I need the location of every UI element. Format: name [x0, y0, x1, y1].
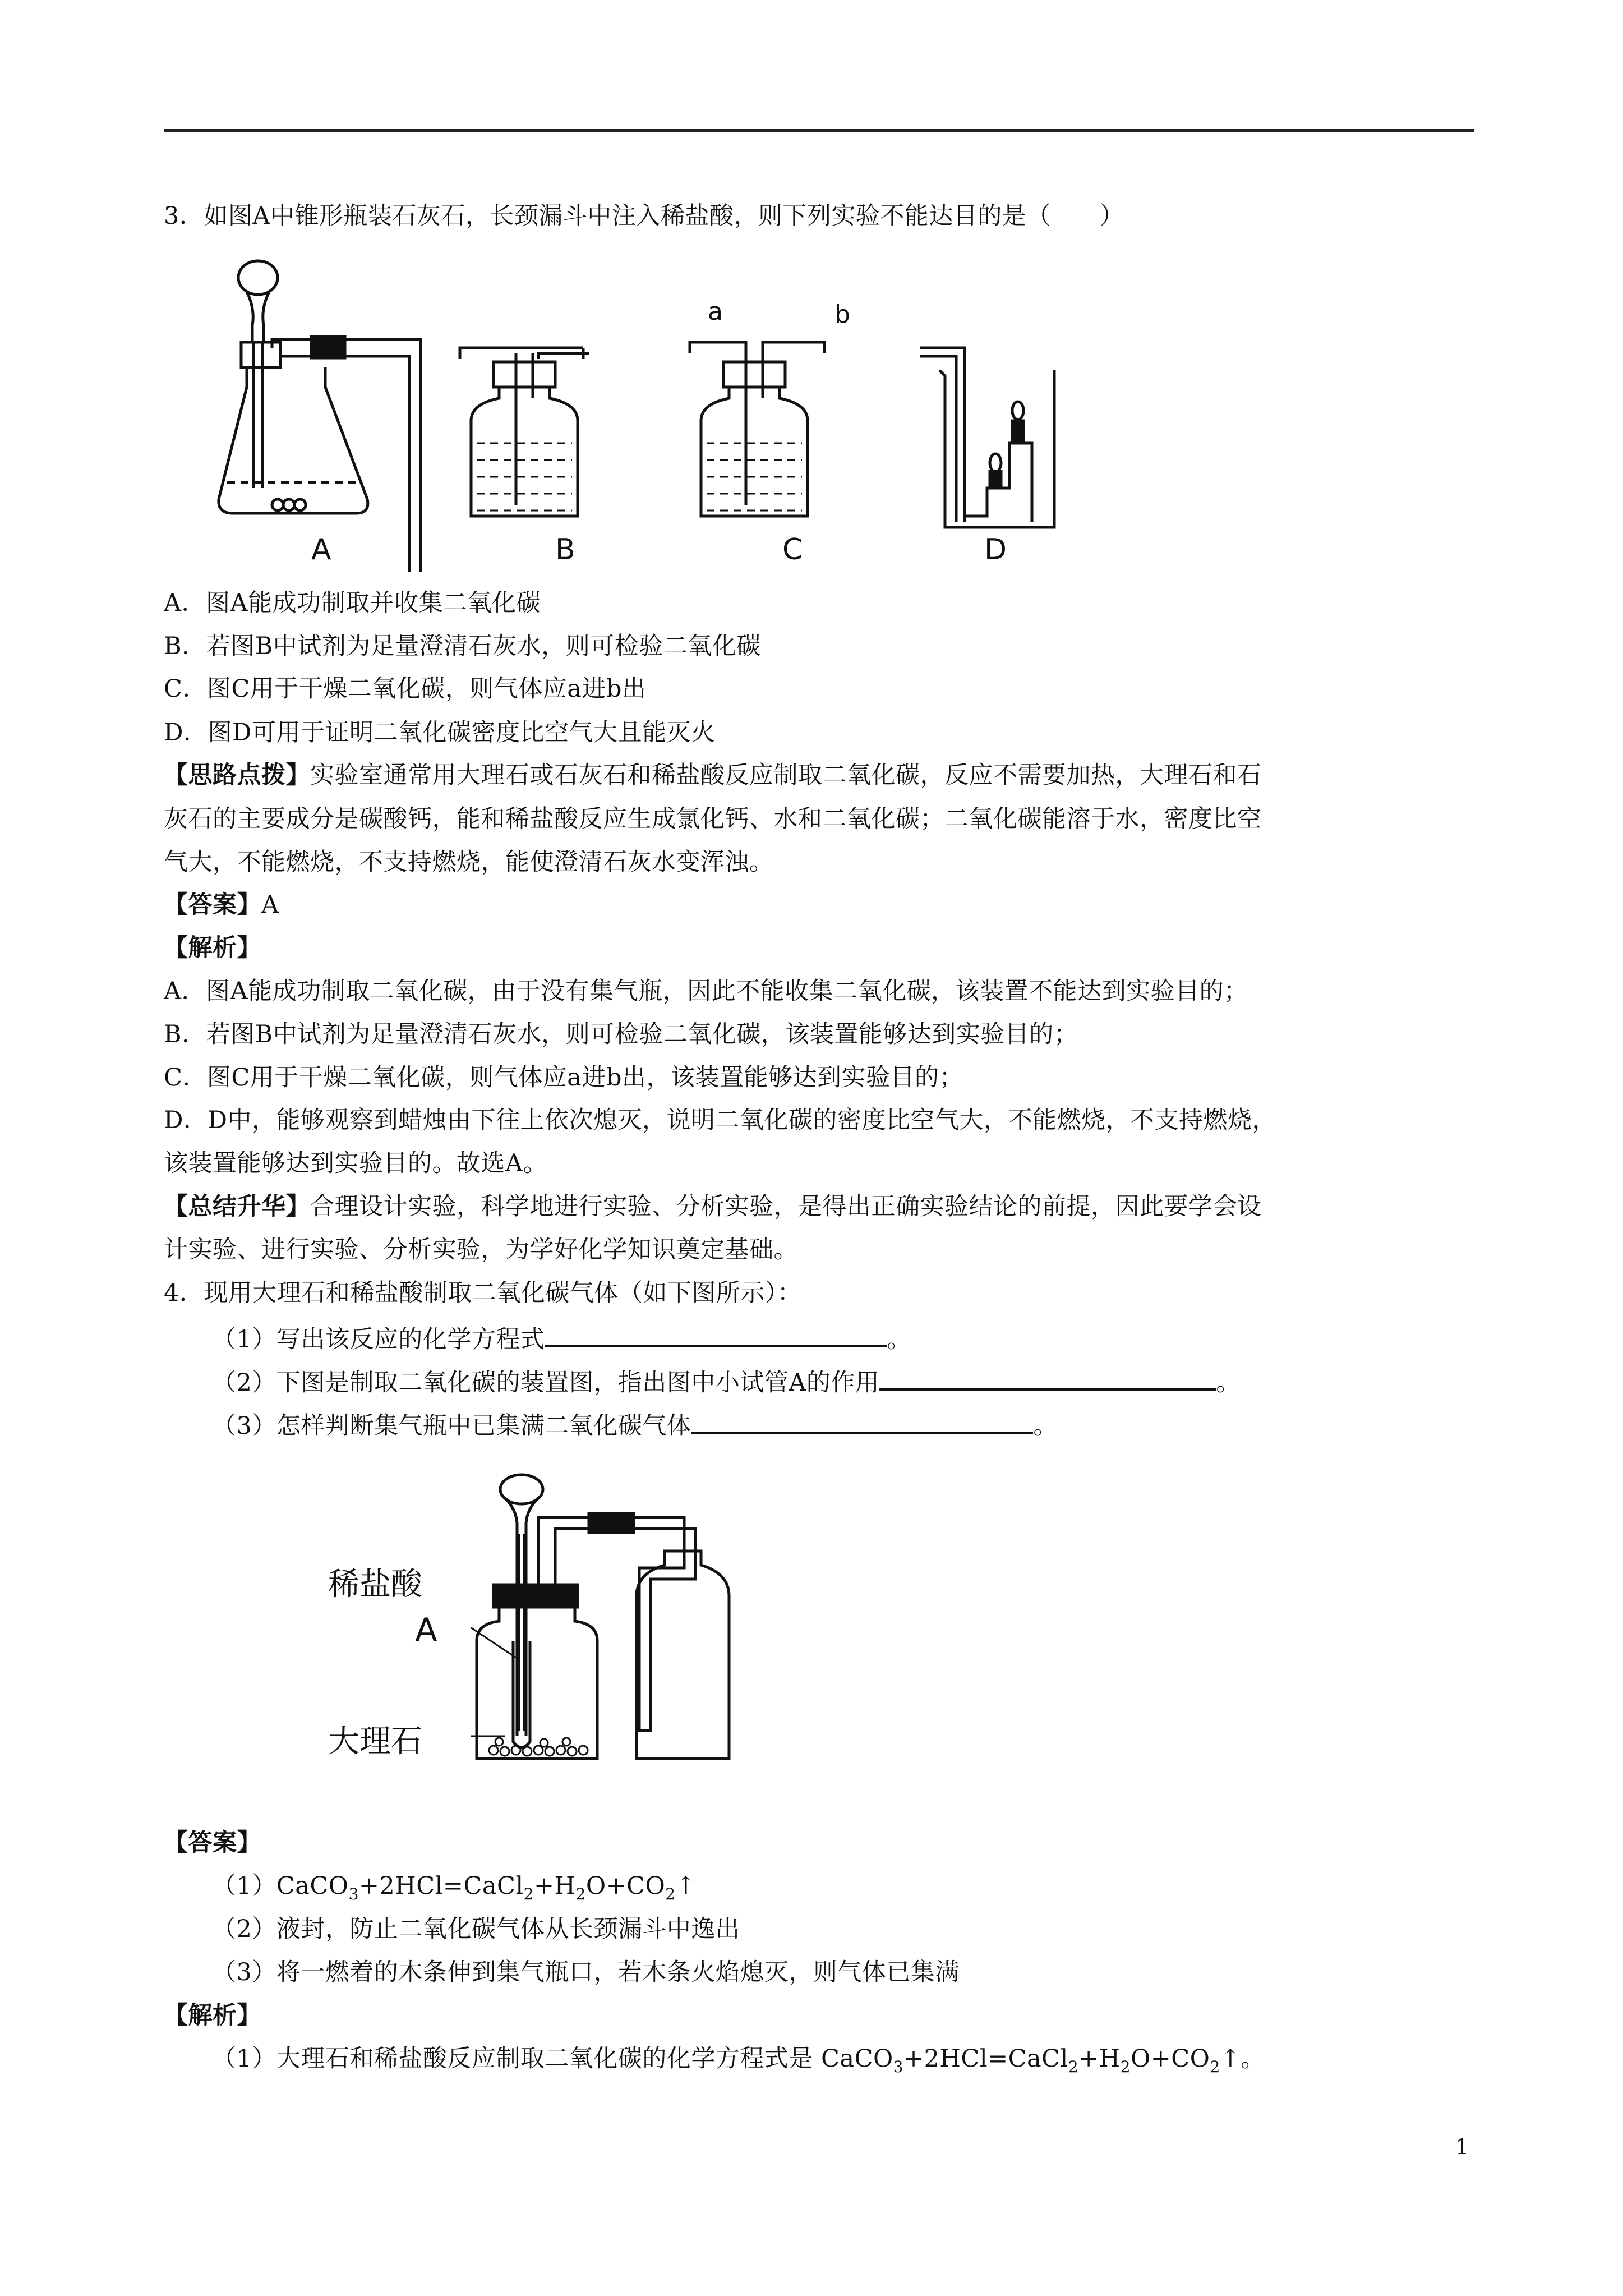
- q4-answer-1: $(1)CaCO_3+2HCl=CaCl_2+H_2O+CO_2↑$: [212, 1872, 697, 1903]
- q3-summary-line-1: 【总结升华】合理设计实验，科学地进行实验、分析实验，是得出正确实验结论的前提，因此要学会设: [164, 1193, 1262, 1221]
- q4-answer-title: 【答案】: [164, 1829, 261, 1857]
- q3-hint-line-1: 【思路点拨】实验室通常用大理石或石灰石和稀盐酸反应制取二氧化碳，反应不需要加热，大理石和石: [164, 761, 1262, 789]
- page-number: 1: [1455, 2134, 1469, 2159]
- header-rule: [164, 129, 1474, 132]
- q4-answer-2: （2）液封，防止二氧化碳气体从长颈漏斗中逸出: [212, 1915, 740, 1943]
- q3-hint-title: 【思路点拨】: [164, 761, 310, 789]
- q3-summary-line-2: 计实验、进行实验、分析实验，为学好化学知识奠定基础。: [164, 1236, 798, 1264]
- q4-blank-3[interactable]: [691, 1406, 1033, 1434]
- q3-option-a: A．图A能成功制取并收集二氧化碳: [164, 589, 541, 617]
- fig-label-A: A: [311, 533, 331, 567]
- q4-stem: 4．现用大理石和稀盐酸制取二氧化碳气体（如下图所示）：: [164, 1279, 802, 1307]
- fig-label-a: a: [708, 297, 723, 326]
- q4-blank-2[interactable]: [879, 1363, 1216, 1391]
- q3-hint-line-3: 气大，不能燃烧，不支持燃烧，能使澄清石灰水变浑浊。: [164, 848, 774, 876]
- fig-label-C: C: [782, 533, 803, 567]
- q4-label-marble: 大理石: [328, 1723, 422, 1760]
- q3-answer: 【答案】A: [164, 891, 279, 919]
- q3-analysis-line-2: B．若图B中试剂为足量澄清石灰水，则可检验二氧化碳，该装置能够达到实验目的；: [164, 1020, 1078, 1048]
- q3-analysis-line-5: 该装置能够达到实验目的。故选A。: [164, 1149, 548, 1177]
- q3-option-d: D．图D可用于证明二氧化碳密度比空气大且能灭火: [164, 719, 716, 747]
- q4-part-2: （2）下图是制取二氧化碳的装置图，指出图中小试管A的作用 。: [212, 1363, 1241, 1400]
- fig-label-D: D: [984, 533, 1007, 567]
- q4-analysis-1: （1）大理石和稀盐酸反应制取二氧化碳的化学方程式是 $CaCO_3+2HCl=CaCl_2+H_2O+CO_2↑$。: [212, 2045, 1265, 2076]
- q3-apparatus-figure: [208, 258, 1105, 572]
- q4-label-acid: 稀盐酸: [328, 1566, 422, 1603]
- q4-part-1: （1）写出该反应的化学方程式 。: [212, 1319, 911, 1356]
- q3-analysis-line-3: C．图C用于干燥二氧化碳，则气体应a进b出，该装置能够达到实验目的；: [164, 1064, 963, 1092]
- q4-blank-1[interactable]: [545, 1319, 887, 1347]
- q4-analysis-title: 【解析】: [164, 2001, 261, 2030]
- q4-answer-3: （3）将一燃着的木条伸到集气瓶口，若木条火焰熄灭，则气体已集满: [212, 1958, 960, 1986]
- q3-analysis-title: 【解析】: [164, 934, 261, 962]
- q3-option-b: B．若图B中试剂为足量澄清石灰水，则可检验二氧化碳: [164, 632, 761, 660]
- q4-part-3: （3）怎样判断集气瓶中已集满二氧化碳气体 。: [212, 1406, 1058, 1443]
- q3-analysis-line-4: D．D中，能够观察到蜡烛由下往上依次熄灭，说明二氧化碳的密度比空气大，不能燃烧，不支持燃烧，: [164, 1106, 1276, 1134]
- q3-stem: 3．如图A中锥形瓶装石灰石，长颈漏斗中注入稀盐酸，则下列实验不能达目的是（ ）: [164, 202, 1124, 230]
- q3-hint-line-2: 灰石的主要成分是碳酸钙，能和稀盐酸反应生成氯化钙、水和二氧化碳；二氧化碳能溶于水，密度比空: [164, 805, 1262, 833]
- q3-analysis-line-1: A．图A能成功制取二氧化碳，由于没有集气瓶，因此不能收集二氧化碳，该装置不能达到实验目的；: [164, 977, 1248, 1005]
- fig-label-B: B: [555, 533, 575, 567]
- q4-label-tube-a: A: [415, 1611, 437, 1649]
- q3-option-c: C．图C用于干燥二氧化碳，则气体应a进b出: [164, 675, 647, 703]
- q4-apparatus-figure: [471, 1473, 785, 1764]
- fig-label-b: b: [834, 300, 850, 329]
